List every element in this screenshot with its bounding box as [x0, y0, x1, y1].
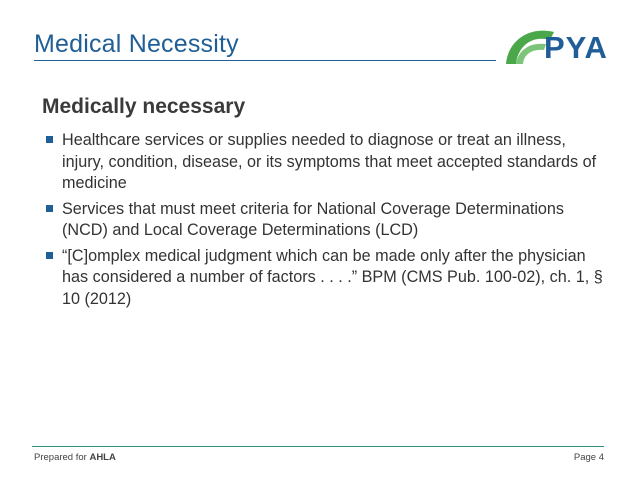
section-heading: Medically necessary [42, 95, 246, 118]
bullet-text: Services that must meet criteria for National Coverage Determinations (NCD) and Local Coverage Determinations (LCD) [62, 199, 565, 239]
footer-divider [32, 446, 604, 447]
bullet-text: Healthcare services or supplies needed to diagnose or treat an illness, injury, condition, disease, or its symptoms that meet accepted standards of medicine [62, 131, 597, 192]
bullet-text: “[C]omplex medical judgment which can be made only after the physician has considered a number of factors . . . .” BPM (CMS Pub. 100-02), ch. 1, § 10 (2012) [62, 246, 603, 308]
prepared-for-name: AHLA [89, 452, 116, 463]
prepared-for-label: Prepared for [34, 452, 87, 463]
title-divider [34, 60, 496, 61]
bullet-item [42, 130, 612, 195]
square-bullet-icon [46, 136, 53, 143]
square-bullet-icon [46, 205, 53, 212]
bullet-item [42, 246, 612, 311]
footer-prepared-for [34, 452, 116, 463]
page-number: Page 4 [573, 452, 604, 463]
square-bullet-icon [46, 252, 53, 259]
bullet-item [42, 199, 612, 242]
bullet-list [42, 130, 612, 314]
slide-title: Medical Necessity [34, 30, 239, 58]
logo-text: PYA [544, 30, 608, 65]
